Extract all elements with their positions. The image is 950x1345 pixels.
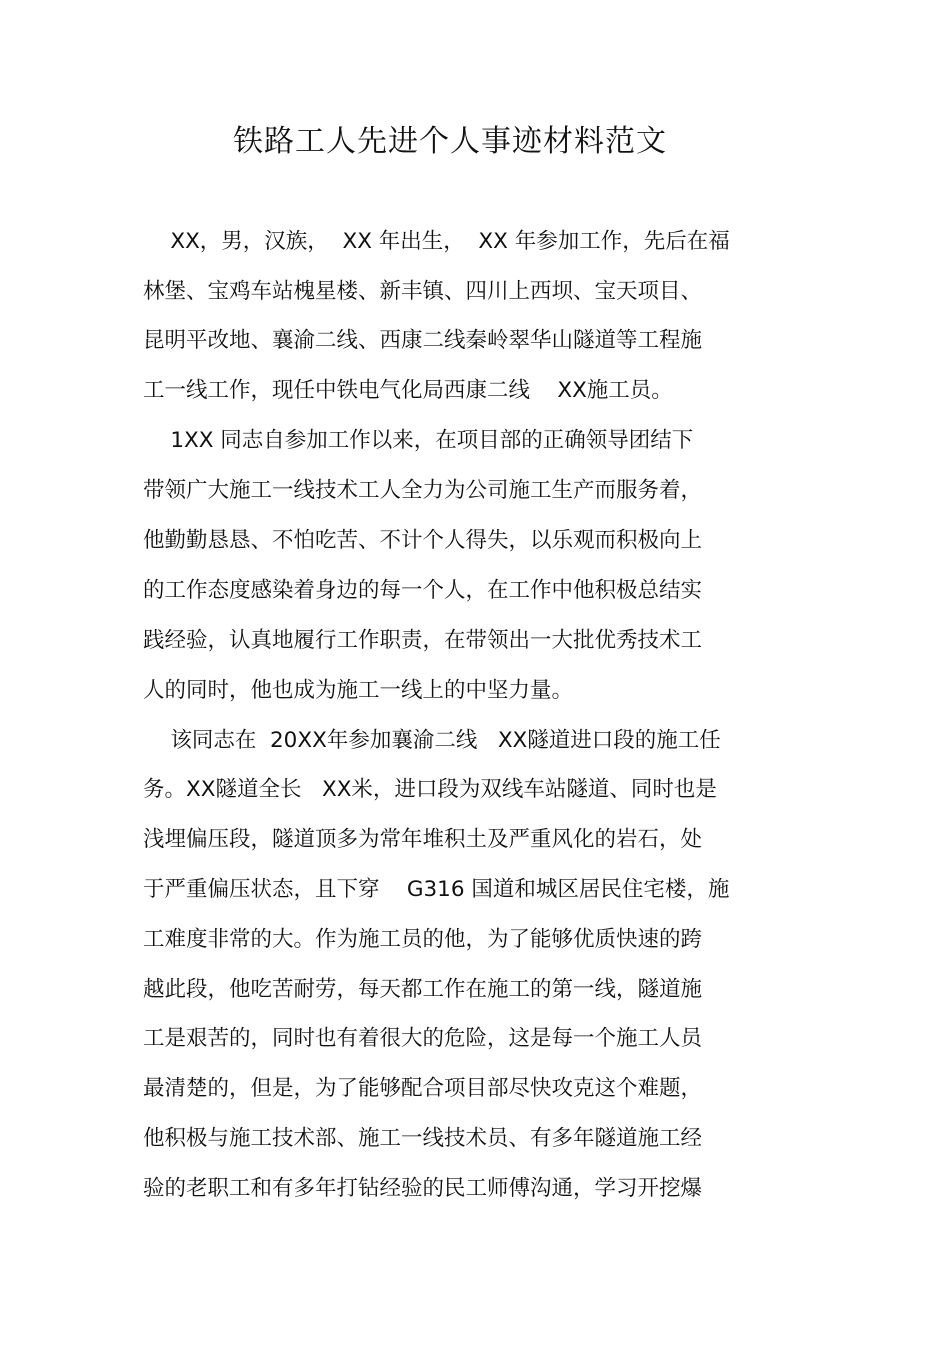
body-line: 带领广大施工一线技术工人全力为公司施工生产而服务着， bbox=[143, 478, 703, 503]
body-line: 工是艰苦的，同时也有着很大的危险，这是每一个施工人员 bbox=[143, 1026, 703, 1051]
body-line: XX，男，汉族， XX 年出生， XX 年参加工作，先后在福 bbox=[143, 229, 730, 254]
body-line: 工难度非常的大。作为施工员的他，为了能够优质快速的跨 bbox=[143, 927, 703, 952]
body-line: 1XX 同志自参加工作以来，在项目部的正确领导团结下 bbox=[143, 428, 694, 453]
body-line: 的工作态度感染着身边的每一个人，在工作中他积极总结实 bbox=[143, 578, 703, 603]
body-line: 浅埋偏压段，隧道顶多为常年堆积土及严重风化的岩石，处 bbox=[143, 827, 703, 852]
document-title: 铁路工人先进个人事迹材料范文 bbox=[233, 124, 667, 159]
body-line: 人的同时，他也成为施工一线上的中坚力量。 bbox=[143, 678, 574, 703]
body-line: 于严重偏压状态，且下穿 G316 国道和城区居民住宅楼，施 bbox=[143, 877, 730, 902]
body-line: 验的老职工和有多年打钻经验的民工师傅沟通，学习开挖爆 bbox=[143, 1176, 703, 1201]
body-line: 最清楚的，但是，为了能够配合项目部尽快攻克这个难题， bbox=[143, 1076, 703, 1101]
body-line: 他积极与施工技术部、施工一线技术员、有多年隧道施工经 bbox=[143, 1126, 703, 1151]
body-line: 越此段，他吃苦耐劳，每天都工作在施工的第一线，隧道施 bbox=[143, 977, 703, 1002]
body-line: 林堡、宝鸡车站槐星楼、新丰镇、四川上西坝、宝天项目、 bbox=[143, 279, 703, 304]
body-line: 践经验，认真地履行工作职责，在带领出一大批优秀技术工 bbox=[143, 628, 703, 653]
body-line: 工一线工作，现任中铁电气化局西康二线 XX施工员。 bbox=[143, 378, 673, 403]
body-line: 昆明平改地、襄渝二线、西康二线秦岭翠华山隧道等工程施 bbox=[143, 328, 703, 353]
body-line: 该同志在 20XX年参加襄渝二线 XX隧道进口段的施工任 bbox=[143, 728, 721, 753]
body-line: 他勤勤恳恳、不怕吃苦、不计个人得失，以乐观而积极向上 bbox=[143, 528, 703, 553]
body-line: 务。XX隧道全长 XX米，进口段为双线车站隧道、同时也是 bbox=[143, 777, 717, 802]
